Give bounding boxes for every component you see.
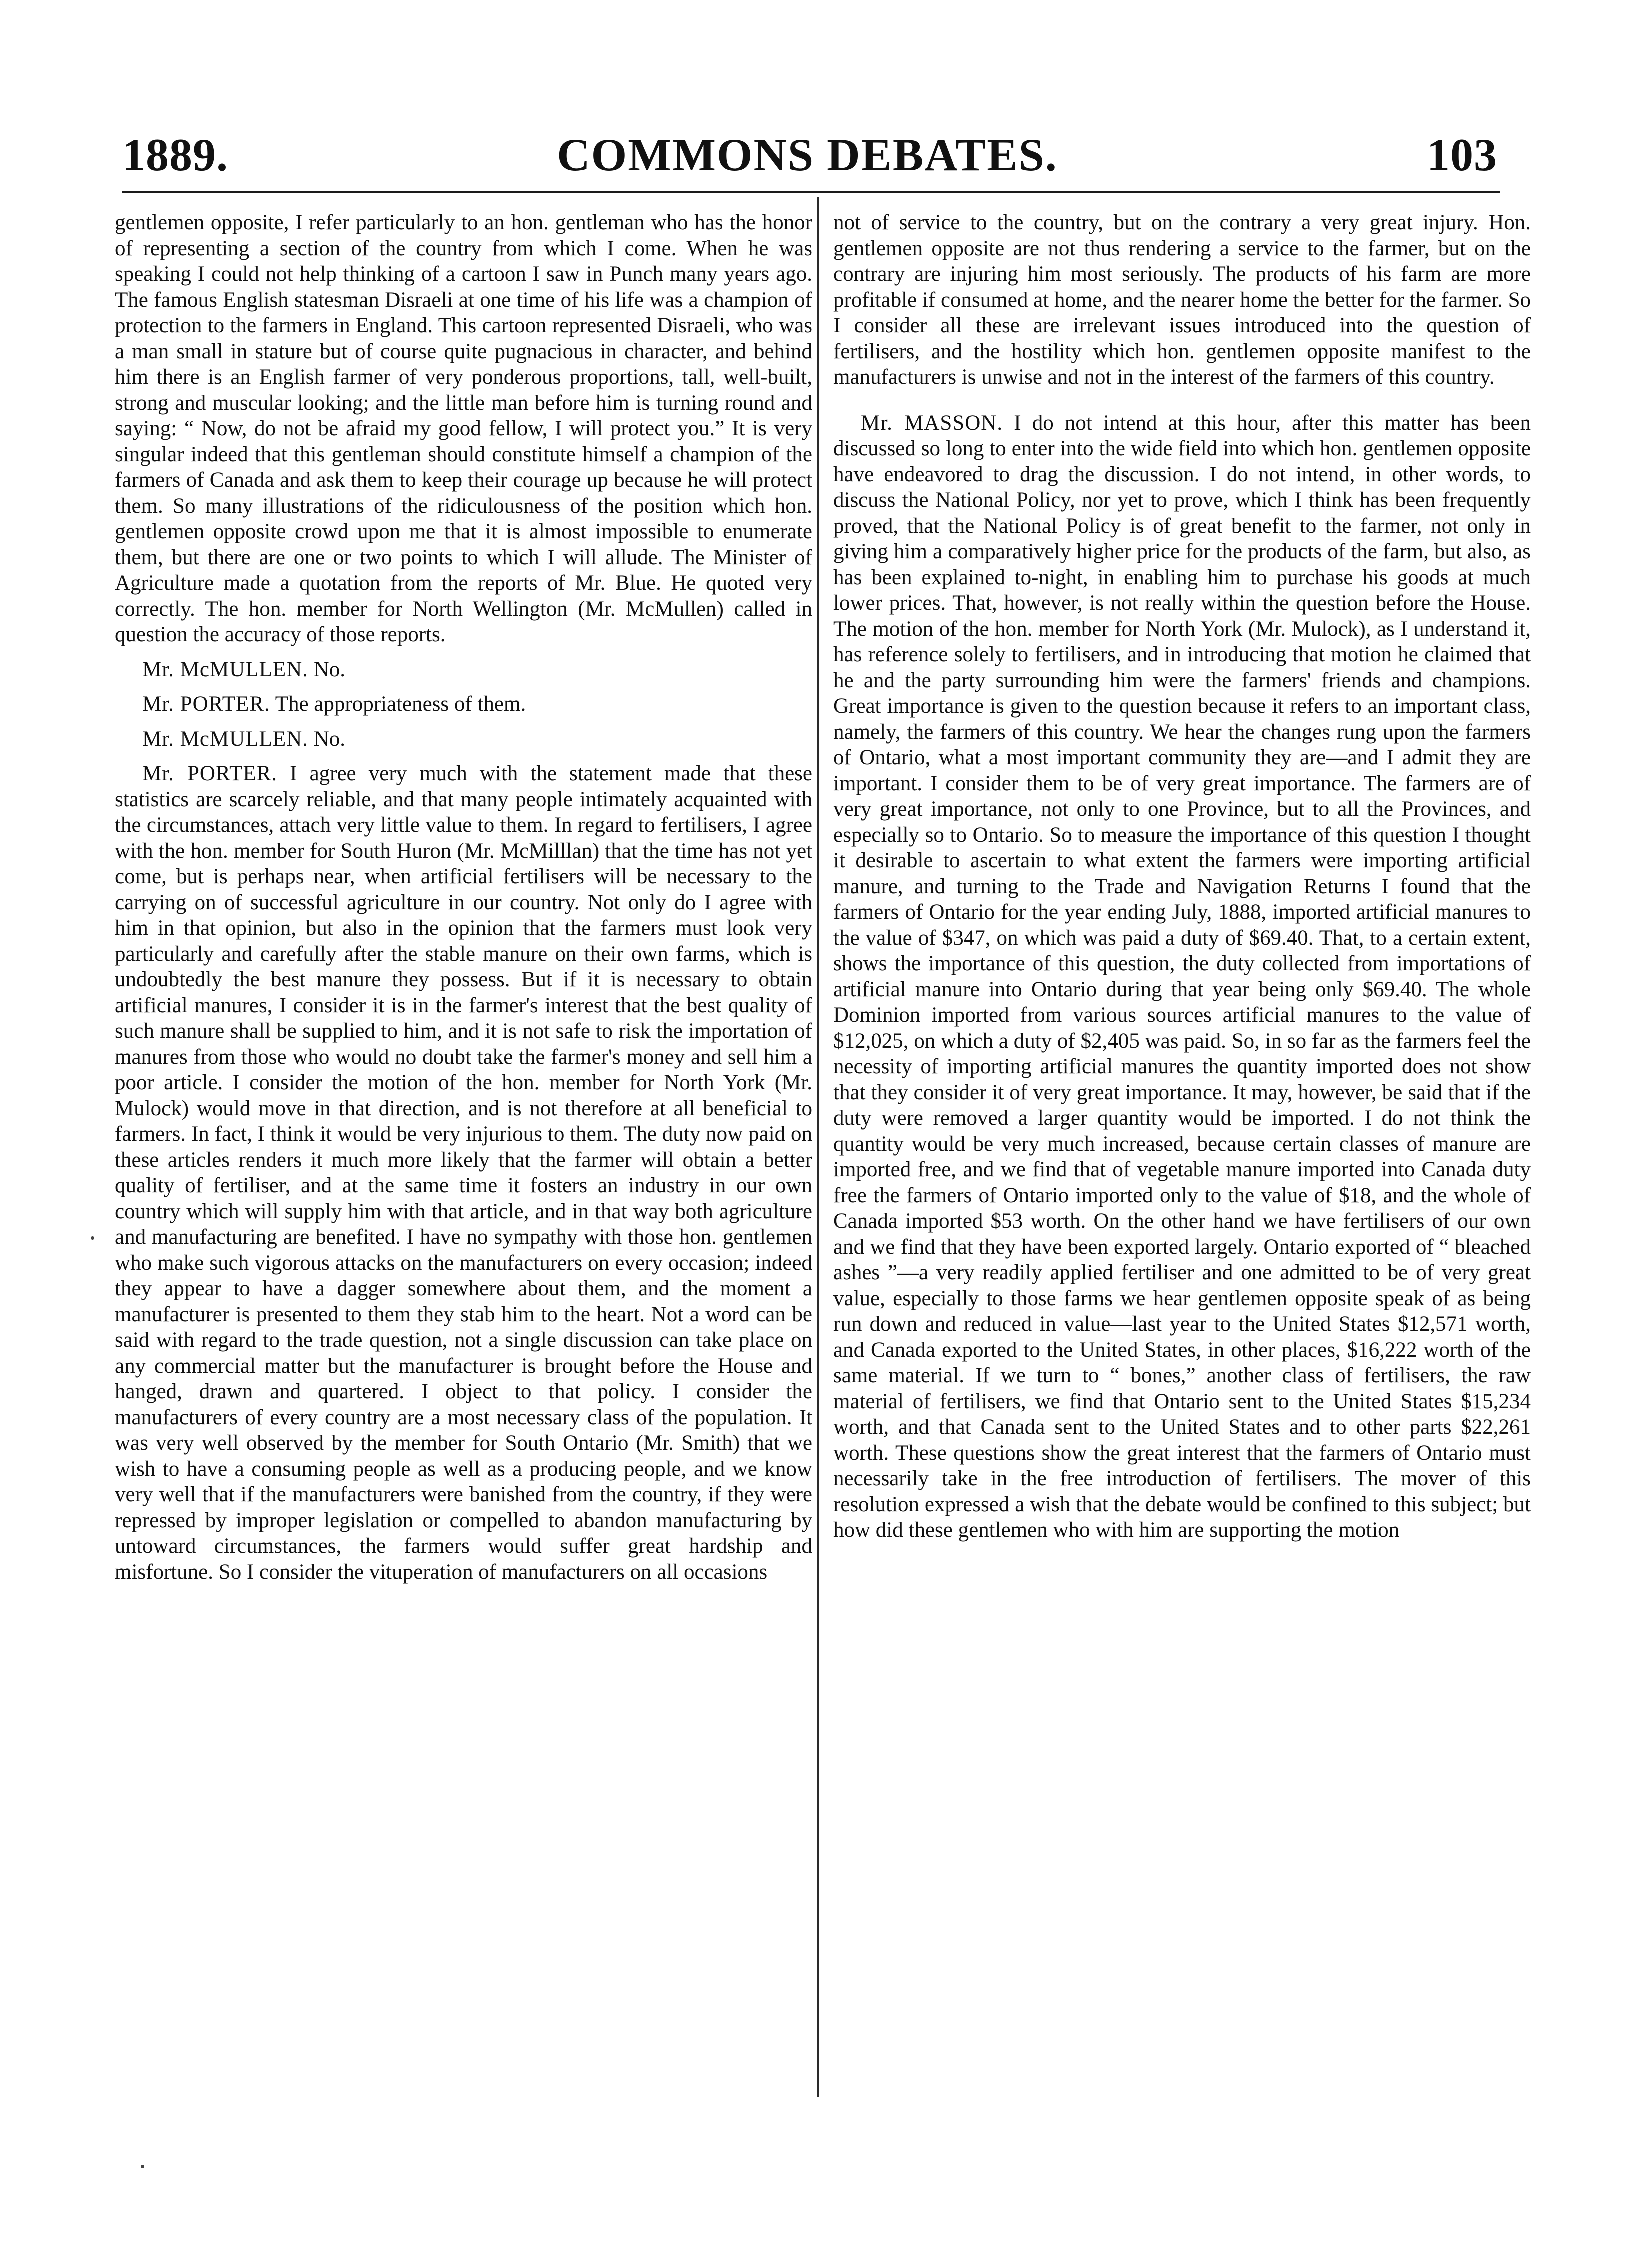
paragraph-text: I agree very much with the statement made that these statistics are scarcely reliable, and that many people intimately acquainted with the circumstances, attach very little value to them. In regard to fertilisers, I agree with the hon. member for South Huron (Mr. McMilllan) that the time has not yet come, but is perhaps near, when artificial fertilisers will be necessary to the carrying on of successful agriculture in our country. Not only do I agree with him in that opinion, but also in the opinion that the farmers must look very particularly and carefully after the stable manure on their own farms, which is undoubtedly the best manure they possess. But if it is necessary to obtain artificial manures, I consider it is in the farmer's interest that the best quality of such manure shall be supplied to him, and it is not safe to risk the importation of manures from those who would no doubt take the farmer's money and sell him a poor article. I consider the motion of the hon. member for North York (Mr. Mulock) would move in that direction, and is not therefore at all beneficial to farmers. In fact, I think it would be very injurious to them. The duty now paid on these articles renders it much more likely that the farmer will obtain a better quality of fertiliser, and at the same time it fosters an industry in our own country which will supply him with that article, and in that way both agriculture and manufacturing are benefited. I have no sympathy with those hon. gentlemen who make such vigorous attacks on the manufacturers on every occasion; indeed they appear to have a dagger somewhere about them, and the moment a manufacturer is presented to them they stab him to the heart. Not a word can be said with regard to the trade question, not a single discussion can take place on any commercial matter but the manufacturer is brought before the House and hanged, drawn and quartered. I object to that policy. I consider the manufacturers of every country are a most necessary class of the population. It was very well observed by the member for South Ontario (Mr. Smith) that we wish to have a consuming people as well as a producing people, and we know very well that if the manufacturers were banished from the country, if they were repressed by improper legislation or compelled to abandon manufacturing by untoward circumstances, the farmers would suffer great hardship and misfortune. So I consider the vituperation of manufacturers on all occasions bbox=[115, 762, 812, 1584]
paragraph bbox=[834, 210, 1531, 390]
column-divider bbox=[818, 198, 819, 2098]
header-page-number: 103 bbox=[1427, 130, 1498, 180]
paragraph-text: not of service to the country, but on the contrary a very great injury. Hon. gentlemen opposite are not thus rendering a service to the farmer, but on the contrary are injuring him most seriously. The products of his farm are more profitable if consumed at home, and the nearer home the better for the farmer. So I consider all these are irrelevant issues introduced into the question of fertilisers, and the hostility which hon. gentlemen opposite manifest to the manufacturers is unwise and not in the interest of the farmers of this country. bbox=[834, 211, 1531, 389]
margin-mark bbox=[91, 1236, 94, 1240]
margin-mark bbox=[141, 2165, 144, 2168]
paragraph bbox=[115, 692, 812, 718]
paragraph bbox=[115, 210, 812, 648]
paragraph-text: No. bbox=[314, 727, 346, 751]
paragraph-text: The appropriateness of them. bbox=[275, 692, 526, 716]
right-column bbox=[834, 210, 1531, 1544]
header-year: 1889. bbox=[122, 130, 228, 180]
paragraph bbox=[115, 726, 812, 752]
left-column bbox=[115, 210, 812, 1585]
paragraph-text: I do not intend at this hour, after this matter has been discussed so long to enter into the wide field into which hon. gentlemen opposite have endeavored to drag the discussion. I do not intend, in other words, to discuss the National Policy, nor yet to prove, which I think has been frequently proved, that the National Policy is of great benefit to the farmer, not only in giving him a comparatively higher price for the products of the farm, but also, as has been explained to-night, in enabling him to purchase his goods at much lower prices. That, however, is not really within the question before the House. The motion of the hon. member for North York (Mr. Mulock), as I understand it, has reference solely to fertilisers, and in introducing that motion he claimed that he and the party surrounding him were the farmers' friends and champions. Great importance is given to the question because it refers to an important class, namely, the farmers of this country. We hear the changes rung upon the farmers of Ontario, what a most important community they are—and I admit they are important. I consider them to be of very great importance. The farmers are of very great importance, not only to one Province, but to all the Provinces, and especially so to Ontario. So to measure the importance of this question I thought it desirable to ascertain to what extent the farmers were importing artificial manure, and turning to the Trade and Navigation Returns I found that the farmers of Ontario for the year ending July, 1888, imported artificial manures to the value of $347, on which was paid a duty of $69.40. That, to a certain extent, shows the importance of this question, the duty collected from importations of artificial manure into Ontario during that year being only $69.40. The whole Dominion imported from various sources artificial manures to the value of $12,025, on which a duty of $2,405 was paid. So, in so far as the farmers feel the necessity of importing artificial manures the quantity imported does not show that they consider it of very great importance. It may, however, be said that if the duty were removed a larger quantity would be imported. I do not think the quantity would be very much increased, because certain classes of manure are imported free, and we find that of vegetable manure imported into Canada duty free the farmers of Ontario imported only to the value of $18, and the whole of Canada imported $53 worth. On the other hand we have fertilisers of our own and we find that they have been exported largely. Ontario exported of “ bleached ashes ”—a very readily applied fertiliser and one admitted to be of very great value, especially to those farms we hear gentlemen opposite speak of as being run down and reduced in value—last year to the United States $12,571 worth, and Canada exported to the United States, in other places, $16,222 worth of the same material. If we turn to “ bones,” another class of fertilisers, the raw material of fertilisers, we find that Ontario sent to the United States $15,234 worth, and that Canada sent to the United States and to other parts $22,261 worth. These questions show the great interest that the farmers of Ontario must necessarily take in the free introduction of fertilisers. The mover of this resolution expressed a wish that the debate would be confined to this subject; but how did these gentlemen who with him are supporting the motion bbox=[834, 411, 1532, 1542]
header-title: COMMONS DEBATES. bbox=[557, 130, 1058, 180]
speaker-name: Mr. MASSON. bbox=[861, 411, 1004, 435]
header-rule bbox=[122, 191, 1500, 194]
paragraph bbox=[115, 657, 812, 683]
speaker-name: Mr. PORTER. bbox=[142, 762, 278, 786]
paragraph-text: No. bbox=[314, 658, 346, 682]
speaker-name: Mr. McMULLEN. bbox=[142, 658, 308, 682]
paragraph bbox=[834, 410, 1531, 1544]
speaker-name: Mr. McMULLEN. bbox=[142, 727, 308, 751]
speaker-name: Mr. PORTER. bbox=[142, 692, 270, 716]
paragraph bbox=[115, 761, 812, 1585]
paragraph-text: gentlemen opposite, I refer particularly to an hon. gentleman who has the honor of representing a section of the country from which I come. When he was speaking I could not help thinking of a cartoon I saw in Punch many years ago. The famous English statesman Disraeli at one time of his life was a champion of protection to the farmers in England. This cartoon represented Disraeli, who was a man small in stature but of course quite pugnacious in character, and behind him there is an English farmer of very ponderous proportions, tall, well-built, strong and muscular looking; and the little man before him is turning round and saying: “ Now, do not be afraid my good fellow, I will protect you.” It is very singular indeed that this gentleman should constitute himself a champion of the farmers of Canada and ask them to keep their courage up because he will protect them. So many illustrations of the ridiculousness of the position which hon. gentlemen opposite crowd upon me that it is almost impossible to enumerate them, but there are one or two points to which I will allude. The Minister of Agriculture made a quotation from the reports of Mr. Blue. He quoted very correctly. The hon. member for North Wellington (Mr. McMullen) called in question the accuracy of those reports. bbox=[115, 211, 812, 646]
page-header bbox=[118, 128, 1498, 188]
